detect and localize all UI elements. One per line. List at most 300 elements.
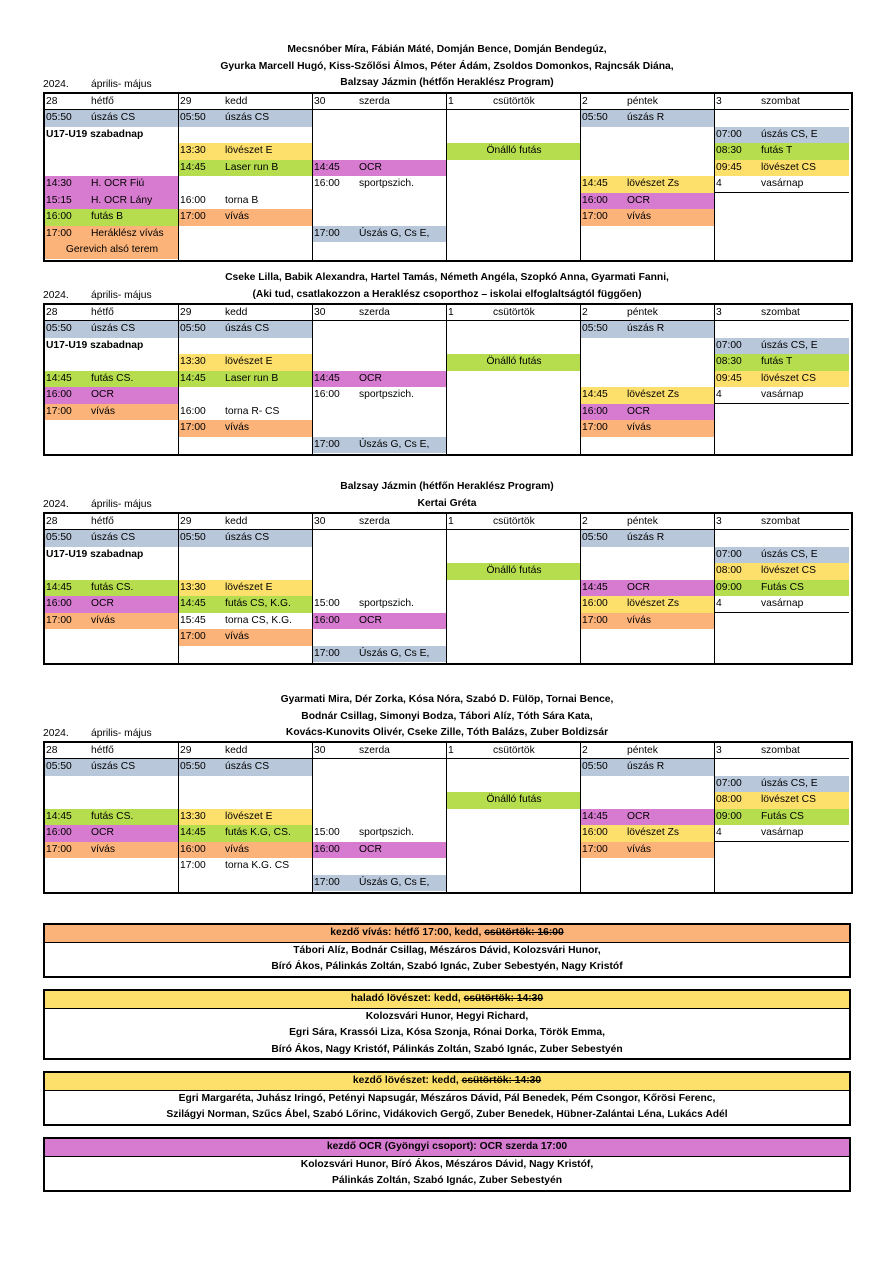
entry-time: 05:50 [180,323,206,334]
entry-activity: úszás CS, E [761,128,818,140]
entry-time: 16:00 [180,194,206,206]
year-label: 2024. [43,79,69,90]
year-row [43,498,243,511]
day-column [313,743,447,892]
schedule-entry [715,354,849,371]
schedule-entry [581,842,715,859]
column-divider [714,94,715,260]
entry-activity: vívás [225,211,250,222]
day-column [447,514,581,663]
day-number: 30 [314,307,326,318]
entry-activity: sportpszich. [359,827,414,838]
months-label: április- május [91,79,152,90]
day-number: 28 [46,516,58,527]
schedule-entry [45,613,179,630]
day-name: péntek [627,745,658,756]
entry-time: 09:45 [716,372,742,384]
entry-activity: H. OCR Lány [91,194,153,206]
day-number: 30 [314,745,326,756]
column-divider [446,305,447,454]
schedule-entry [313,160,447,177]
group-members [45,943,849,976]
week-grid [43,92,853,262]
header-line: Balzsay Jázmin (hétfőn Heraklész Program) [340,77,554,88]
entry-activity: OCR [91,389,114,400]
entry-activity: OCR [359,372,382,384]
schedule-entry [313,176,447,193]
group-members [45,1091,849,1124]
entry-time: 14:45 [582,389,608,400]
day-column [313,94,447,260]
entry-activity: Úszás G, Cs E, [359,438,430,450]
entry-activity: Heráklész vívás [91,227,164,239]
entry-activity: Futás CS [761,810,804,822]
schedule-entry [715,338,849,355]
entry-time: 17:00 [582,614,608,626]
schedule-entry [715,387,849,404]
day-header [45,514,179,530]
entry-activity: OCR [91,827,114,838]
schedule-entry [179,759,313,776]
column-divider [446,743,447,892]
months-label: április- május [91,499,152,510]
entry-time: 07:00 [716,339,742,351]
header-line: Kertai Gréta [417,497,477,509]
entry-activity: OCR [359,843,382,855]
day-column [715,514,849,663]
member-line: Egri Sára, Krassói Liza, Kósa Szonja, Rónai Dorka, Török Emma, [289,1027,605,1038]
column-divider [178,514,179,663]
entry-activity: úszás R [627,532,665,543]
day-name: csütörtök [493,307,535,318]
day-number: 28 [46,745,58,756]
day-header [179,305,313,321]
schedule-entry [715,160,849,177]
entry-activity: lövészet E [225,581,273,593]
day-number: 30 [314,96,326,107]
day-column [447,743,581,892]
entry-time: 14:45 [314,161,340,173]
member-line: Pálinkás Zoltán, Szabó Ignác, Zuber Sebestyén [331,1175,563,1186]
day-header [715,743,849,759]
entry-activity: lövészet E [225,356,273,367]
entry-activity: úszás CS [225,532,270,543]
day-number: 29 [180,307,192,318]
day-column [45,514,179,663]
column-divider [714,305,715,454]
day-number: 29 [180,745,192,756]
schedule-entry [179,580,313,597]
entry-time: 14:30 [46,178,72,189]
entry-activity: úszás CS [91,112,136,123]
day-column [45,94,179,260]
entry-time: 17:00 [582,422,608,433]
schedule-entry [179,160,313,177]
day-header [45,94,179,110]
group-title-text: kezdő lövészet: kedd, [352,1075,462,1086]
entry-time: 08:00 [716,565,742,576]
entry-activity: H. OCR Fiú [91,178,145,189]
day-number: 2 [582,516,588,527]
entry-activity: OCR [627,581,650,593]
entry-activity: OCR [627,810,650,822]
schedule-entry [45,596,179,613]
entry-time: 17:00 [180,631,206,642]
year-label: 2024. [43,728,69,739]
year-label: 2024. [43,499,69,510]
entry-activity: lövészet CS [761,161,816,173]
entry-time: 4 [716,827,722,838]
entry-time: 14:45 [180,161,206,173]
day-column [313,514,447,663]
entry-time: 08:30 [716,145,742,156]
week-grid [43,303,853,456]
entry-activity: lövészet CS [761,372,816,384]
entry-time: 16:00 [582,598,608,609]
schedule-entry [179,404,313,421]
schedule-entry [179,858,313,875]
entry-time: 16:00 [314,389,340,400]
entry-time: 15:00 [314,827,340,838]
entry-activity: futás K.G, CS. [225,827,291,838]
entry-activity: úszás CS, E [761,548,818,560]
day-header [179,514,313,530]
schedule-entry [581,193,715,210]
day-name: kedd [225,96,248,107]
schedule-entry [313,825,447,842]
entry-time: 16:00 [582,194,608,206]
entry-activity: Úszás G, Cs E, [359,876,430,888]
column-divider [312,305,313,454]
day-column [447,94,581,260]
schedule-entry [581,209,715,226]
day-name: hétfő [91,745,114,756]
schedule-entry [313,596,447,613]
day-name: szombat [761,516,800,527]
entry-time: 17:00 [314,876,340,888]
entry-activity: Laser run B [225,372,279,384]
day-number: 1 [448,745,454,756]
entry-time: 16:00 [46,389,72,400]
schedule-entry [715,825,849,842]
cancelled-time: csütörtök: 14:30 [463,993,544,1004]
header-line: Gyurka Marcell Hugó, Kiss-Szőlősi Álmos, Péter Ádám, Zsoldos Domonkos, Rajncsák Diána, [220,60,674,72]
schedule-entry [581,759,715,776]
entry-time: 15:15 [46,194,72,206]
entry-activity: torna K.G. CS [225,860,290,871]
schedule-entry [313,613,447,630]
entry-time: 16:00 [46,827,72,838]
entry-note: Önálló futás [486,356,542,367]
schedule-entry [45,404,179,421]
day-name: szerda [359,307,390,318]
schedule-entry [447,143,581,160]
day-header [581,94,715,110]
entry-note: Önálló futás [486,794,542,805]
entry-time: 14:45 [582,581,608,593]
schedule-entry [581,596,715,613]
day-name: hétfő [91,96,114,107]
header-line: Kovács-Kunovits Olivér, Cseke Zille, Tóth Balázs, Zuber Boldizsár [285,727,609,738]
entry-time: 15:00 [314,598,340,609]
entry-time: 16:00 [314,843,340,855]
entry-time: 16:00 [46,598,72,609]
entry-time: 05:50 [582,761,608,772]
day-name: hétfő [91,516,114,527]
group-title-text: kezdő OCR (Gyöngyi csoport): OCR szerda 17:00 [326,1141,568,1152]
schedule-entry [45,321,179,338]
day-number: 3 [716,516,722,527]
day-number: 2 [582,307,588,318]
entry-time: 09:45 [716,161,742,173]
entry-activity: lövészet Zs [627,389,680,400]
training-group-box [43,1071,851,1126]
schedule-entry [715,792,849,809]
day-number: 1 [448,96,454,107]
entry-time: 17:00 [582,843,608,855]
entry-activity: vívás [627,211,652,222]
member-line: Bíró Ákos, Pálinkás Zoltán, Szabó Ignác, Zuber Sebestyén, Nagy Kristóf [271,961,623,972]
entry-time: 17:00 [314,438,340,450]
entry-time: 16:00 [46,211,72,222]
entry-time: 05:50 [582,323,608,334]
schedule-entry [179,321,313,338]
column-divider [312,514,313,663]
entry-activity: úszás CS [91,323,136,334]
entry-time: 05:50 [180,112,206,123]
day-column [313,305,447,454]
entry-time: 16:00 [180,405,206,417]
entry-time: 4 [716,178,722,189]
schedule-entry [45,226,179,243]
column-divider [178,94,179,260]
group-title [45,1073,849,1091]
entry-time: 17:00 [46,227,72,239]
entry-activity: lövészet E [225,145,273,156]
group-members [45,1157,849,1190]
day-number: 3 [716,307,722,318]
entry-activity: Úszás G, Cs E, [359,227,430,239]
entry-activity: sportpszich. [359,178,414,189]
schedule-entry [45,825,179,842]
entry-activity: torna B [225,194,259,206]
day-name: csütörtök [493,745,535,756]
group-title [45,1139,849,1157]
entry-activity: vívás [627,422,652,433]
day-name: hétfő [91,307,114,318]
schedule-entry [45,110,179,127]
day-header [313,514,447,530]
entry-time: 16:00 [180,843,206,855]
day-number: 28 [46,96,58,107]
schedule-entry [313,437,447,454]
entry-time: 17:00 [46,843,72,855]
day-header [313,94,447,110]
entry-activity: futás CS. [91,581,134,593]
schedule-entry [45,842,179,859]
day-column [581,514,715,663]
day-header [581,305,715,321]
schedule-entry [179,209,313,226]
member-line: Kolozsvári Hunor, Hegyi Richard, [365,1010,529,1022]
entry-time: 07:00 [716,548,742,560]
day-header [179,743,313,759]
column-divider [446,514,447,663]
year-row [43,727,243,740]
schedule-entry [45,387,179,404]
entry-time: 07:00 [716,777,742,789]
day-header [715,514,849,530]
entry-time: 17:00 [314,647,340,659]
column-divider [714,514,715,663]
entry-time: 05:50 [180,532,206,543]
column-divider [580,743,581,892]
schedule-entry [715,371,849,388]
day-number: 30 [314,516,326,527]
schedule-entry [179,143,313,160]
schedule-entry [715,563,849,580]
entry-time: 17:00 [582,211,608,222]
day-name: péntek [627,307,658,318]
schedule-entry [581,110,715,127]
schedule-entry [179,420,313,437]
year-row [43,78,243,91]
entry-time: 13:30 [180,810,206,822]
day-number: 29 [180,516,192,527]
schedule-entry [581,530,715,547]
entry-time: 05:50 [46,532,72,543]
schedule-entry [45,809,179,826]
day-header [313,305,447,321]
entry-activity: úszás CS [225,323,270,334]
entry-time: 17:00 [180,211,206,222]
schedule-entry [179,809,313,826]
entry-note: Gerevich alsó terem [65,244,159,255]
entry-time: 08:30 [716,356,742,367]
day-name: szombat [761,96,800,107]
schedule-entry [313,226,447,243]
day-name: péntek [627,516,658,527]
entry-activity: futás B [91,211,124,222]
training-group-box [43,989,851,1060]
schedule-entry [715,776,849,793]
entry-activity: Laser run B [225,161,279,173]
entry-note: Önálló futás [486,565,542,576]
day-header [45,305,179,321]
day-column [45,305,179,454]
entry-time: 17:00 [180,860,206,871]
schedule-entry [715,596,849,613]
day-header [447,305,581,321]
day-column [581,94,715,260]
schedule-entry [179,530,313,547]
entry-activity: futás T [761,356,793,367]
day-number: 3 [716,96,722,107]
entry-time: 17:00 [46,405,72,417]
entry-time: 14:45 [314,372,340,384]
entry-time: 09:00 [716,810,742,822]
entry-activity: torna R- CS [225,405,280,417]
day-name: kedd [225,516,248,527]
entry-activity: úszás CS, E [761,777,818,789]
entry-activity: vívás [225,631,250,642]
schedule-entry [179,193,313,210]
day-number: 2 [582,96,588,107]
group-title [45,991,849,1009]
year-row [43,289,243,302]
entry-time: 05:50 [46,323,72,334]
schedule-entry [45,176,179,193]
schedule-entry [313,371,447,388]
day-header [447,514,581,530]
entry-time: 14:45 [46,581,72,593]
day-name: szombat [761,745,800,756]
entry-activity: vasárnap [761,178,804,189]
day-column [179,743,313,892]
entry-activity: vasárnap [761,827,804,838]
entry-time: 14:45 [46,372,72,384]
schedule-entry [581,613,715,630]
entry-time: 4 [716,389,722,400]
entry-activity: vasárnap [761,389,804,400]
day-name: kedd [225,745,248,756]
column-divider [714,743,715,892]
entry-time: 14:45 [180,598,206,609]
year-label: 2024. [43,290,69,301]
day-number: 1 [448,307,454,318]
entry-activity: sportpszich. [359,389,414,400]
entry-activity: OCR [627,405,650,417]
day-name: csütörtök [493,96,535,107]
entry-activity: vívás [91,405,116,417]
entry-activity: úszás CS [225,112,270,123]
schedule-entry [45,759,179,776]
day-number: 2 [582,745,588,756]
entry-activity: lövészet Zs [627,178,680,189]
day-number: 28 [46,307,58,318]
entry-activity: lövészet CS [761,565,816,576]
column-divider [312,743,313,892]
entry-time: 17:00 [46,614,72,626]
day-header [715,305,849,321]
schedule-entry [581,420,715,437]
entry-time: 05:50 [180,761,206,772]
schedule-entry [447,792,581,809]
schedule-entry [715,176,849,193]
entry-activity: futás CS, K.G. [225,598,291,609]
schedule-entry [179,825,313,842]
months-label: április- május [91,290,152,301]
entry-time: 14:45 [46,810,72,822]
entry-activity: úszás CS [91,532,136,543]
member-line: Egri Margaréta, Juhász Iringó, Petényi Napsugár, Mészáros Dávid, Pál Benedek, Pém Csongor, Kőrösi Ferenc, [178,1092,716,1104]
entry-activity: úszás R [627,761,665,772]
day-column [179,305,313,454]
week-grid [43,741,853,894]
entry-activity: sportpszich. [359,598,414,609]
entry-time: 4 [716,598,722,609]
schedule-entry [447,354,581,371]
column-divider [178,743,179,892]
training-group-box [43,1137,851,1192]
schedule-entry [45,242,179,259]
schedule-entry [179,842,313,859]
entry-activity: futás CS. [91,372,134,384]
day-header [447,94,581,110]
header-line: Balzsay Jázmin (hétfőn Heraklész Program) [340,481,554,492]
day-header [581,743,715,759]
entry-activity: vívás [225,843,250,855]
